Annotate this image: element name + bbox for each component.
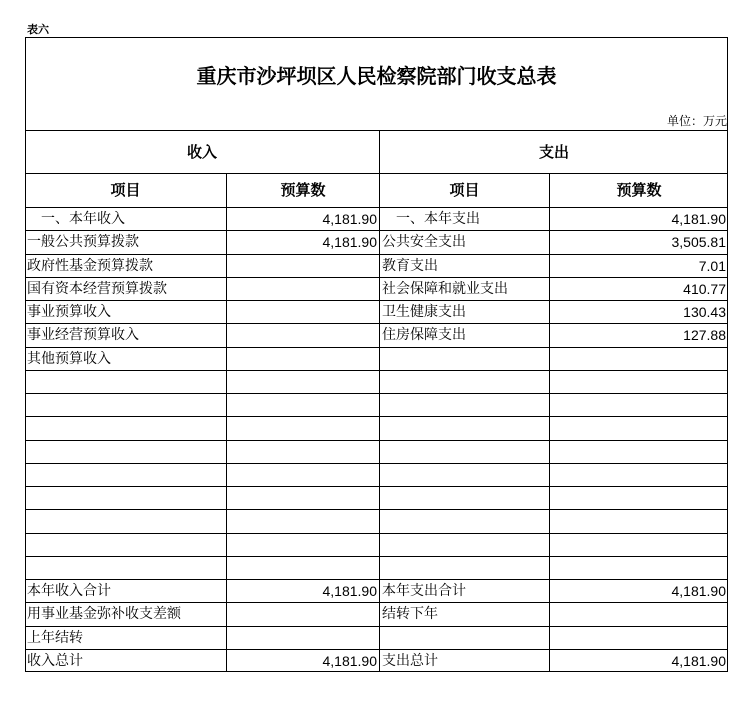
income-item-cell: 本年收入合计 [27,583,111,599]
expense-item-cell: 支出总计 [382,653,438,669]
expense-section-header: 支出 [538,143,569,161]
column-header-item: 项目 [449,181,480,199]
expense-budget-cell: 130.43 [683,304,726,320]
income-item-cell: 一、本年收入 [27,211,125,227]
table-label: 表六 [27,23,49,36]
income-item-cell: 上年结转 [27,630,83,646]
income-item-cell: 政府性基金预算拨款 [27,258,153,274]
row-divider [25,416,728,417]
column-header-item: 项目 [110,181,141,199]
expense-budget-cell: 127.88 [683,327,726,343]
page-title: 重庆市沙坪坝区人民检察院部门收支总表 [196,64,557,88]
income-budget-cell: 4,181.90 [322,583,377,599]
expense-item-cell: 卫生健康支出 [382,304,466,320]
row-divider [25,463,728,464]
expense-item-cell: 结转下年 [382,606,438,622]
row-divider [25,556,728,557]
expense-item-cell: 社会保障和就业支出 [382,281,508,297]
income-item-cell: 其他预算收入 [27,351,111,367]
income-item-cell: 事业经营预算收入 [27,327,139,343]
expense-budget-cell: 4,181.90 [671,653,726,669]
column-header-budget: 预算数 [280,181,326,199]
income-section-header: 收入 [186,143,217,161]
expense-item-cell: 教育支出 [382,258,438,274]
row-divider [25,509,728,510]
income-item-cell: 收入总计 [27,653,83,669]
divider [25,130,728,131]
row-divider [25,486,728,487]
income-budget-cell: 4,181.90 [322,234,377,250]
expense-item-cell: 一、本年支出 [382,211,480,227]
row-divider [25,440,728,441]
divider [25,173,728,174]
row-divider [25,370,728,371]
expense-item-cell: 住房保障支出 [382,327,466,343]
row-divider [25,533,728,534]
unit-label: 单位：万元 [666,114,727,128]
divider [379,130,380,672]
row-divider [25,393,728,394]
expense-budget-cell: 4,181.90 [671,211,726,227]
expense-budget-cell: 7.01 [698,258,726,274]
income-budget-cell: 4,181.90 [322,653,377,669]
expense-budget-cell: 410.77 [683,281,726,297]
income-item-cell: 国有资本经营预算拨款 [27,281,167,297]
expense-item-cell: 公共安全支出 [382,234,466,250]
income-item-cell: 用事业基金弥补收支差额 [27,606,181,622]
income-item-cell: 一般公共预算拨款 [27,234,139,250]
expense-budget-cell: 4,181.90 [671,583,726,599]
expense-item-cell: 本年支出合计 [382,583,466,599]
expense-budget-cell: 3,505.81 [671,234,726,250]
income-item-cell: 事业预算收入 [27,304,111,320]
income-budget-cell: 4,181.90 [322,211,377,227]
column-header-budget: 预算数 [616,181,662,199]
